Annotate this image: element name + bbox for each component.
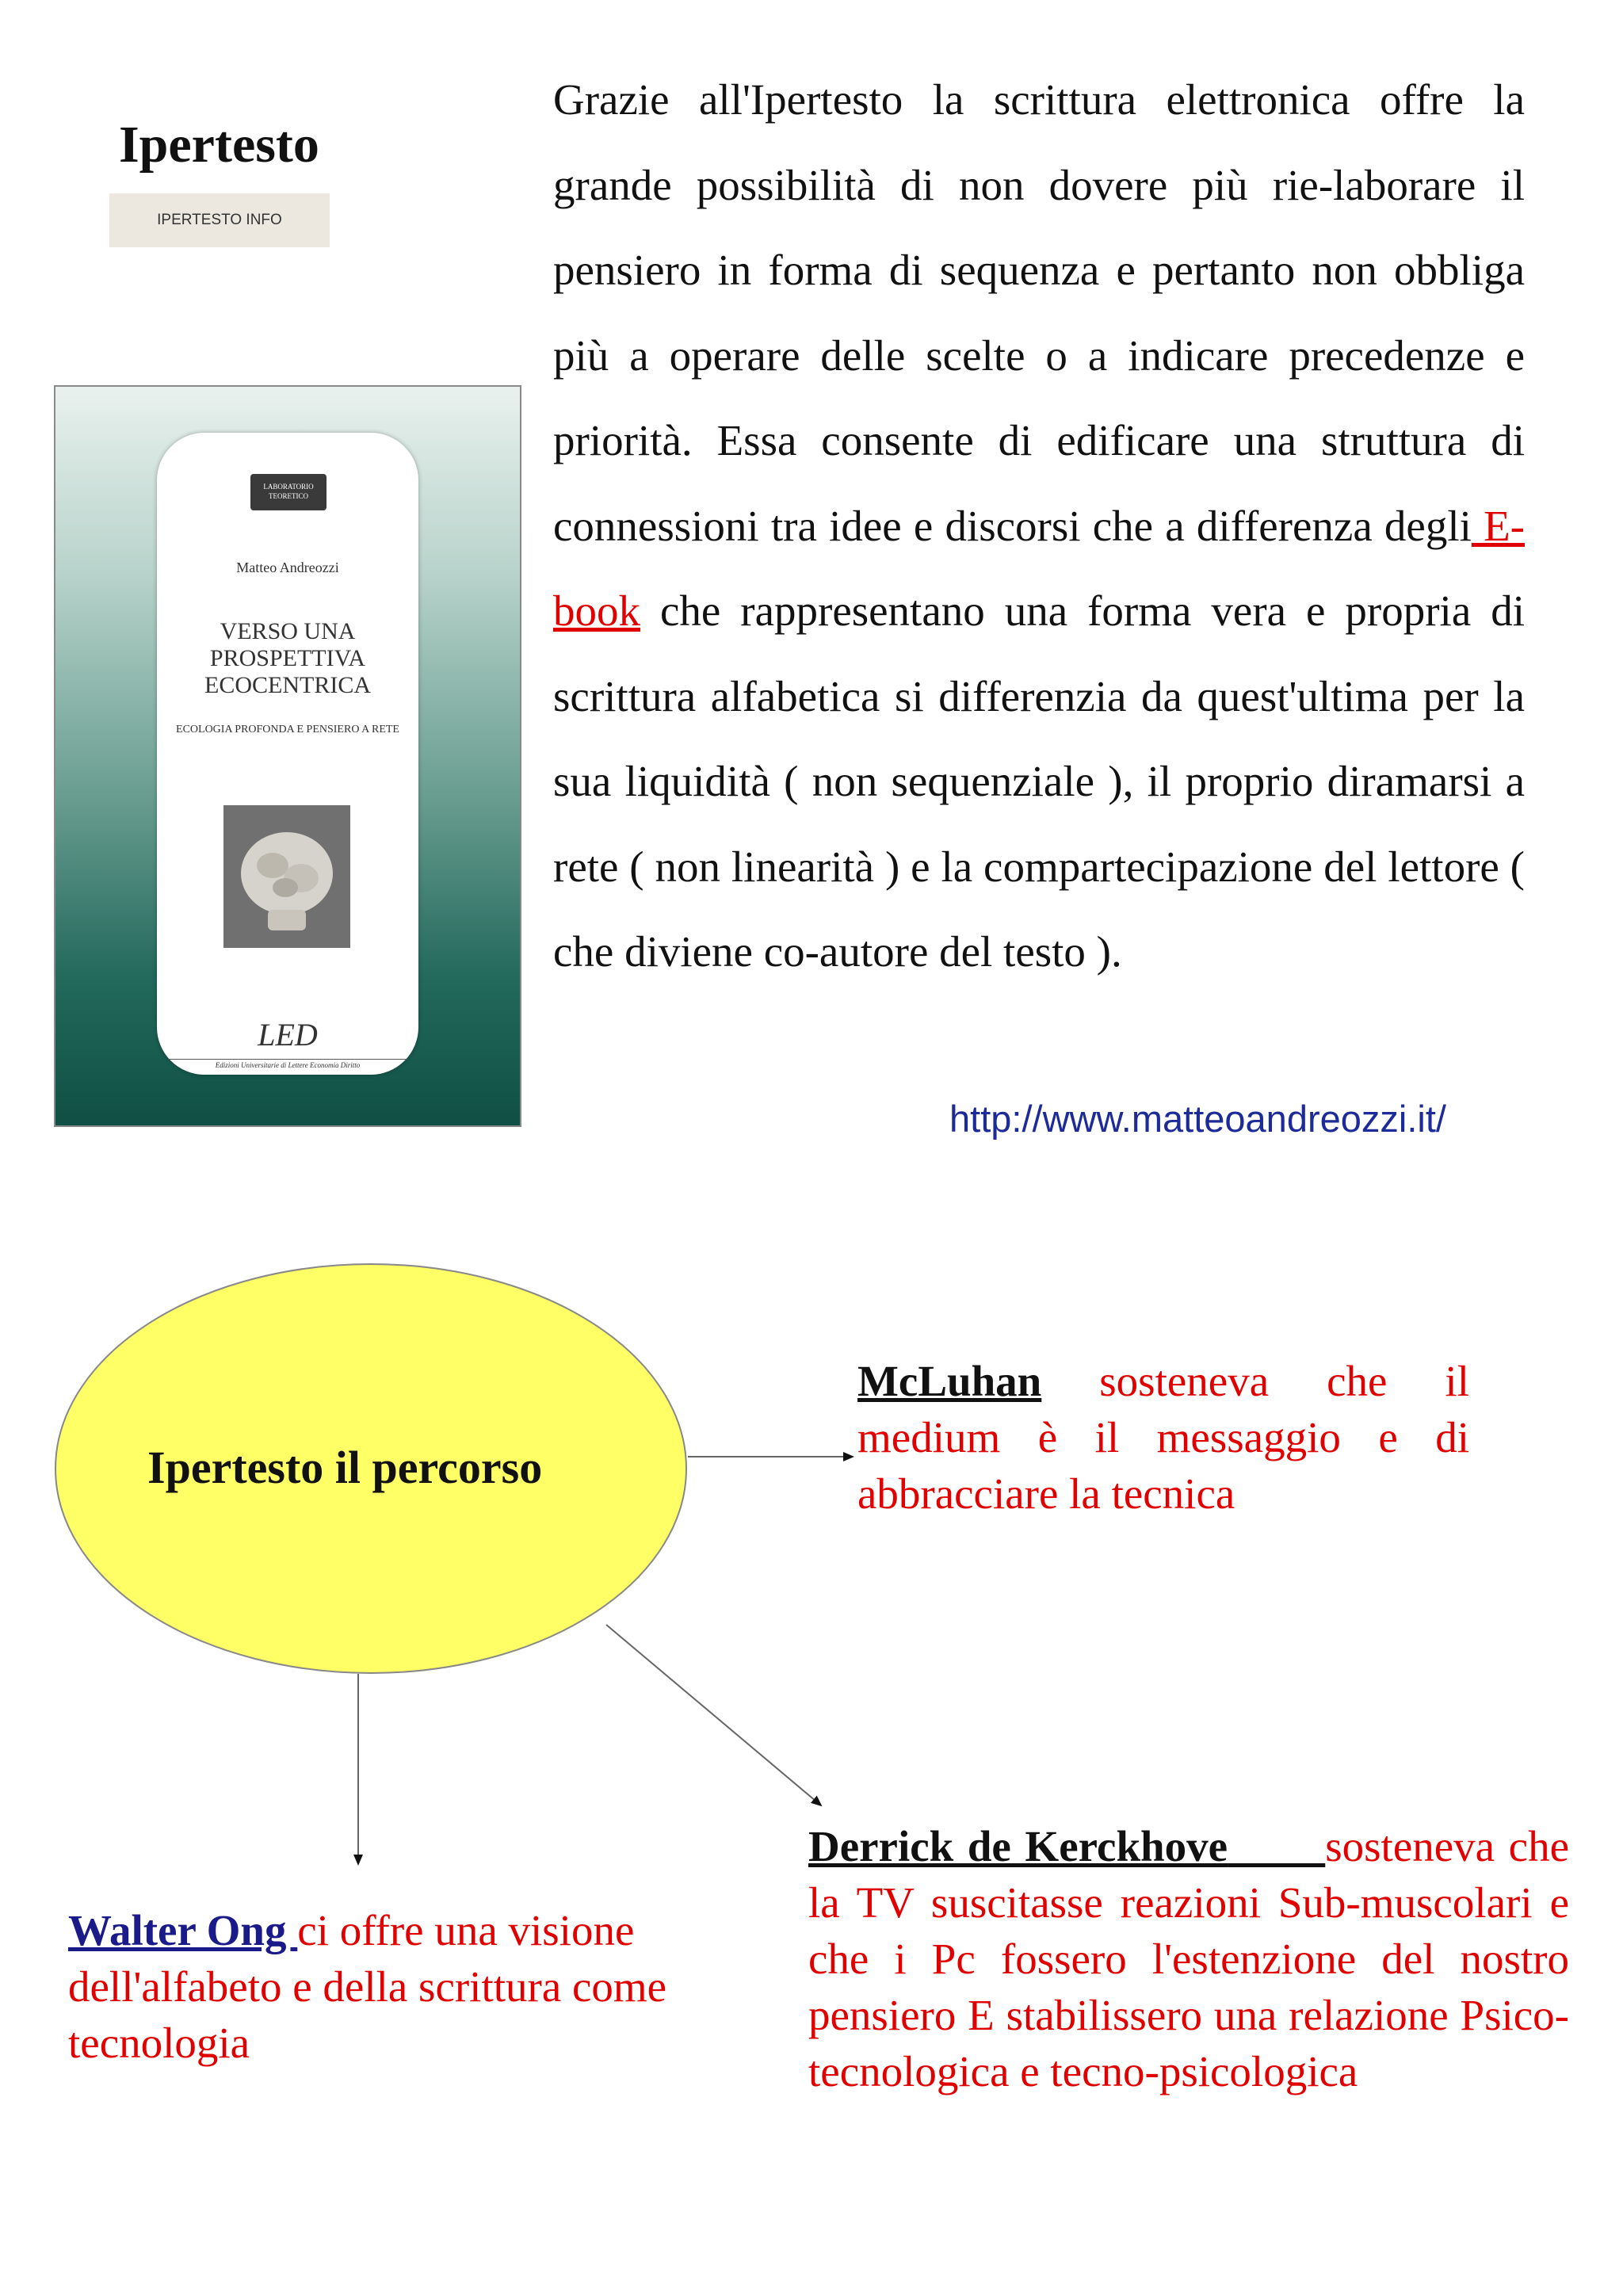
intro-paragraph [553, 57, 1525, 995]
walter-ong-text: ci offre una visione dell'alfabeto e della scrittura come tecnologia [68, 1906, 667, 2067]
publisher-name: Edizioni Universitarie di Lettere Economia Diritto [168, 1059, 407, 1069]
kerckhove-name: Derrick de Kerckhove [808, 1822, 1228, 1870]
mcluhan-name: McLuhan [857, 1357, 1042, 1405]
diagram-center-label: Ipertesto il percorso [147, 1442, 543, 1493]
mcluhan-text: sosteneva che il medium è il messaggio e di abbracciare la tecnica [857, 1357, 1469, 1518]
walter-ong-link[interactable]: Walter Ong [68, 1906, 298, 1954]
intro-text-part-1: Grazie all'Ipertesto la scrittura elettronica offre la grande possibilità di non dovere più rie-laborare il pensiero in forma di sequenza e pertanto non obbliga più a operare delle scelte o a indicare precedenze e priorità. Essa consente di edificare una struttura di connessioni tra idee e discorsi che a differenza degli [553, 75, 1525, 550]
book-cover-image [54, 385, 521, 1127]
book-cover-card [157, 433, 418, 1075]
cover-author: Matteo Andreozzi [236, 560, 339, 575]
intro-text-part-2: che rappresentano una forma vera e propria di scrittura alfabetica si differenzia da quest'ultima per la sua liquidità ( non sequenziale ), il proprio diramarsi a rete ( non linearità ) e la compartecipazione del lettore ( che diviene co-autore del testo ). [553, 586, 1525, 976]
diagram-canvas [0, 1252, 1623, 1886]
cover-sculpture-image [223, 805, 350, 948]
kerckhove-text: sosteneva che la TV suscitasse reazioni Sub-muscolari e che i Pc fossero l'estenzione del nostro pensiero E stabilissero una relazione Psico-tecnologica e tecno-psicologica [808, 1822, 1569, 2095]
page-title: Ipertesto [119, 116, 319, 174]
ipertesto-info-button[interactable]: IPERTESTO INFO [109, 193, 330, 247]
node-mcluhan [857, 1353, 1469, 1522]
series-badge: LABORATORIO TEORETICO [250, 474, 327, 510]
cover-title: VERSO UNA PROSPETTIVA ECOCENTRICA [204, 618, 371, 698]
ebook-link[interactable]: E-book [553, 501, 1525, 635]
publisher-logo: LED [258, 1017, 318, 1052]
cover-subtitle: ECOLOGIA PROFONDA E PENSIERO A RETE [176, 724, 399, 735]
node-kerckhove [808, 1818, 1569, 2099]
sculpture-illustration [223, 805, 350, 948]
node-walter-ong [68, 1902, 766, 2071]
site-url-link[interactable]: http://www.matteoandreozzi.it/ [949, 1098, 1446, 1140]
arrow-to-kerckhove [606, 1625, 821, 1805]
